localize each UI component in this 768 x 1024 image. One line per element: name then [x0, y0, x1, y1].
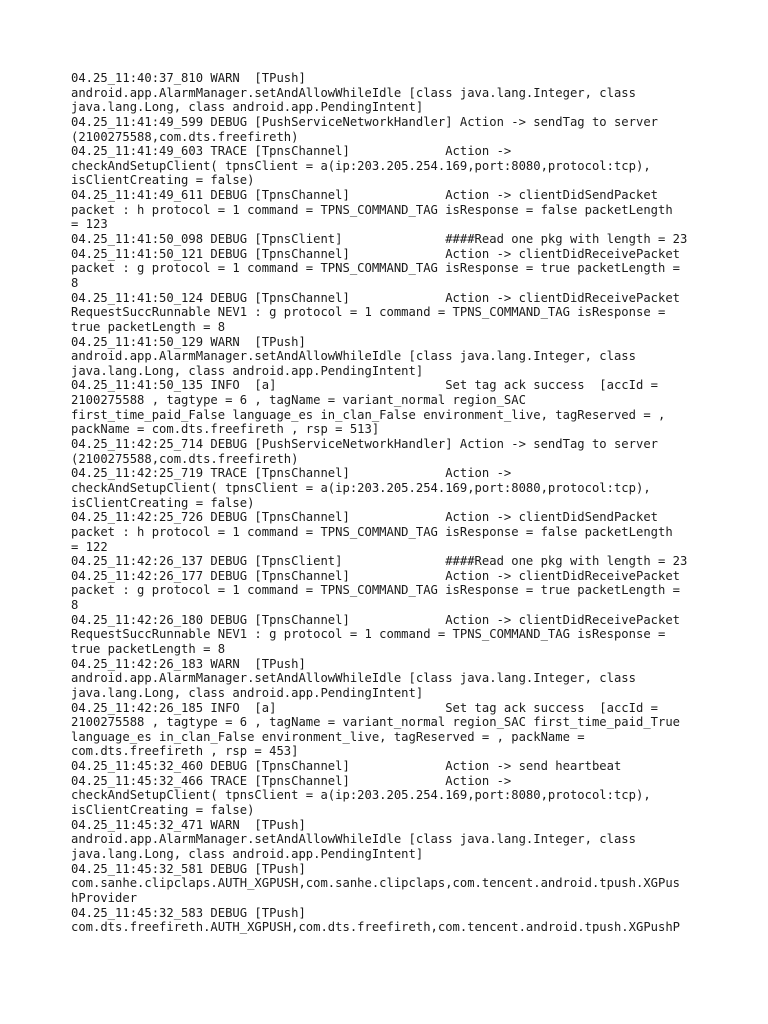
- log-line: 04.25_11:45:32_581 DEBUG [TPush]: [71, 861, 306, 876]
- log-line: 04.25_11:45:32_583 DEBUG [TPush]: [71, 905, 306, 920]
- log-line: 04.25_11:45:32_466 TRACE [TpnsChannel] Action ->: [71, 773, 512, 788]
- log-line: RequestSuccRunnable NEV1 : g protocol = 1 command = TPNS_COMMAND_TAG isResponse =: [71, 305, 666, 320]
- log-line: packet : g protocol = 1 command = TPNS_COMMAND_TAG isResponse = true packetLength =: [71, 583, 681, 598]
- log-line: 2100275588 , tagtype = 6 , tagName = variant_normal region_SAC first_time_paid_True: [71, 715, 681, 730]
- log-line: android.app.AlarmManager.setAndAllowWhileIdle [class java.lang.Integer, class: [71, 349, 636, 364]
- log-line: android.app.AlarmManager.setAndAllowWhileIdle [class java.lang.Integer, class: [71, 85, 636, 100]
- log-line: packet : h protocol = 1 command = TPNS_COMMAND_TAG isResponse = false packetLength: [71, 524, 673, 539]
- log-line: checkAndSetupClient( tpnsClient = a(ip:203.205.254.169,port:8080,protocol:tcp),: [71, 158, 651, 173]
- log-line: java.lang.Long, class android.app.PendingIntent]: [71, 846, 424, 861]
- log-line: 04.25_11:41:49_599 DEBUG [PushServiceNetworkHandler] Action -> sendTag to server: [71, 114, 658, 129]
- log-line: (2100275588,com.dts.freefireth): [71, 129, 299, 144]
- log-line: RequestSuccRunnable NEV1 : g protocol = 1 command = TPNS_COMMAND_TAG isResponse =: [71, 627, 666, 642]
- log-line: checkAndSetupClient( tpnsClient = a(ip:203.205.254.169,port:8080,protocol:tcp),: [71, 480, 651, 495]
- log-line: 04.25_11:42:25_714 DEBUG [PushServiceNetworkHandler] Action -> sendTag to server: [71, 437, 658, 452]
- log-line: = 122: [71, 539, 108, 554]
- log-line: 04.25_11:41:50_124 DEBUG [TpnsChannel] Action -> clientDidReceivePacket: [71, 290, 681, 305]
- log-line: packName = com.dts.freefireth , rsp = 513]: [71, 422, 380, 437]
- log-line: 04.25_11:42:25_719 TRACE [TpnsChannel] Action ->: [71, 466, 512, 481]
- log-line: true packetLength = 8: [71, 641, 226, 656]
- log-line: com.sanhe.clipclaps.AUTH_XGPUSH,com.sanhe.clipclaps,com.tencent.android.tpush.XGPus: [71, 876, 681, 891]
- log-line: 04.25_11:42:26_180 DEBUG [TpnsChannel] Action -> clientDidReceivePacket: [71, 612, 681, 627]
- log-line: java.lang.Long, class android.app.PendingIntent]: [71, 685, 424, 700]
- log-line: 04.25_11:42:25_726 DEBUG [TpnsChannel] Action -> clientDidSendPacket: [71, 510, 658, 525]
- log-line: isClientCreating = false): [71, 803, 255, 818]
- log-line: isClientCreating = false): [71, 495, 255, 510]
- log-line: = 123: [71, 217, 108, 232]
- log-line: first_time_paid_False language_es in_clan_False environment_live, tagReserved = ,: [71, 407, 666, 422]
- log-line: android.app.AlarmManager.setAndAllowWhileIdle [class java.lang.Integer, class: [71, 832, 636, 847]
- log-line: 04.25_11:41:50_135 INFO [a] Set tag ack success [accId =: [71, 378, 658, 393]
- log-line: android.app.AlarmManager.setAndAllowWhileIdle [class java.lang.Integer, class: [71, 671, 636, 686]
- log-line: hProvider: [71, 890, 138, 905]
- log-line: 8: [71, 275, 79, 290]
- log-line: language_es in_clan_False environment_live, tagReserved = , packName =: [71, 729, 585, 744]
- log-line: 04.25_11:41:50_098 DEBUG [TpnsClient] ####Read one pkg with length = 23: [71, 232, 688, 247]
- log-line: packet : g protocol = 1 command = TPNS_COMMAND_TAG isResponse = true packetLength =: [71, 261, 681, 276]
- log-line: (2100275588,com.dts.freefireth): [71, 451, 299, 466]
- log-line: java.lang.Long, class android.app.PendingIntent]: [71, 363, 424, 378]
- log-line: 04.25_11:41:50_121 DEBUG [TpnsChannel] Action -> clientDidReceivePacket: [71, 246, 681, 261]
- log-line: 04.25_11:42:26_137 DEBUG [TpnsClient] ####Read one pkg with length = 23: [71, 554, 688, 569]
- log-line: 04.25_11:41:50_129 WARN [TPush]: [71, 334, 306, 349]
- log-line: 2100275588 , tagtype = 6 , tagName = variant_normal region_SAC: [71, 393, 526, 408]
- log-line: 04.25_11:42:26_183 WARN [TPush]: [71, 656, 306, 671]
- log-line: true packetLength = 8: [71, 319, 226, 334]
- log-line: 04.25_11:45:32_471 WARN [TPush]: [71, 817, 306, 832]
- log-line: packet : h protocol = 1 command = TPNS_COMMAND_TAG isResponse = false packetLength: [71, 202, 673, 217]
- log-line: isClientCreating = false): [71, 173, 255, 188]
- log-line: 04.25_11:40:37_810 WARN [TPush]: [71, 71, 306, 85]
- log-line: 04.25_11:42:26_185 INFO [a] Set tag ack success [accId =: [71, 700, 658, 715]
- log-line: com.dts.freefireth.AUTH_XGPUSH,com.dts.freefireth,com.tencent.android.tpush.XGPushP: [71, 920, 681, 935]
- log-line: java.lang.Long, class android.app.PendingIntent]: [71, 100, 424, 115]
- log-line: 8: [71, 598, 79, 613]
- log-line: com.dts.freefireth , rsp = 453]: [71, 744, 299, 759]
- log-line: 04.25_11:45:32_460 DEBUG [TpnsChannel] Action -> send heartbeat: [71, 759, 622, 774]
- log-line: checkAndSetupClient( tpnsClient = a(ip:203.205.254.169,port:8080,protocol:tcp),: [71, 788, 651, 803]
- log-line: 04.25_11:41:49_611 DEBUG [TpnsChannel] Action -> clientDidSendPacket: [71, 188, 658, 203]
- log-line: 04.25_11:42:26_177 DEBUG [TpnsChannel] Action -> clientDidReceivePacket: [71, 568, 681, 583]
- log-document: [71, 71, 711, 935]
- log-line: 04.25_11:41:49_603 TRACE [TpnsChannel] Action ->: [71, 144, 512, 159]
